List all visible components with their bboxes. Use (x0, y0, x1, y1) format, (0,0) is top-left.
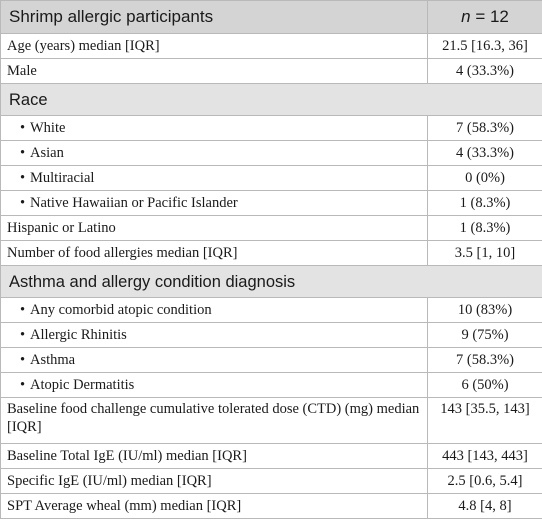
row-value: 2.5 [0.6, 5.4] (428, 469, 542, 494)
row-value: 1 (8.3%) (428, 216, 542, 241)
bullet-icon: • (20, 377, 26, 393)
table-row (1, 59, 542, 84)
table-row (1, 241, 542, 266)
table-row (1, 216, 542, 241)
row-label (1, 348, 428, 373)
row-label (1, 116, 428, 141)
row-value: 4 (33.3%) (428, 59, 542, 84)
table-row (1, 373, 542, 398)
row-value: 4 (33.3%) (428, 141, 542, 166)
row-label-text: Any comorbid atopic condition (30, 302, 212, 318)
row-label-text: Allergic Rhinitis (30, 327, 127, 343)
row-label (1, 166, 428, 191)
row-label: Number of food allergies median [IQR] (1, 241, 428, 266)
row-label-text: Asthma (30, 352, 76, 368)
row-value: 143 [35.5, 143] (428, 398, 542, 444)
row-value: 0 (0%) (428, 166, 542, 191)
row-label: Baseline food challenge cumulative tolerated dose (CTD) (mg) median [IQR] (1, 398, 428, 444)
header-n-value: = 12 (475, 7, 509, 26)
row-label (1, 191, 428, 216)
row-label-text: Asian (30, 145, 64, 161)
header-n (428, 1, 542, 34)
row-label-text: Atopic Dermatitis (30, 377, 135, 393)
row-value: 10 (83%) (428, 298, 542, 323)
bullet-icon: • (20, 145, 26, 161)
row-label: Specific IgE (IU/ml) median [IQR] (1, 469, 428, 494)
row-value: 1 (8.3%) (428, 191, 542, 216)
bullet-icon: • (20, 195, 26, 211)
header-n-symbol: n (461, 7, 471, 26)
row-label (1, 373, 428, 398)
bullet-icon: • (20, 302, 26, 318)
table-row (1, 116, 542, 141)
header-title: Shrimp allergic participants (1, 1, 428, 34)
bullet-icon: • (20, 170, 26, 186)
row-label (1, 298, 428, 323)
row-value: 4.8 [4, 8] (428, 494, 542, 519)
row-value: 21.5 [16.3, 36] (428, 34, 542, 59)
table-row (1, 469, 542, 494)
row-label-text: White (30, 120, 66, 136)
row-label: Baseline Total IgE (IU/ml) median [IQR] (1, 444, 428, 469)
table-row (1, 166, 542, 191)
section-title: Race (1, 84, 542, 116)
table-row (1, 398, 542, 444)
row-value: 443 [143, 443] (428, 444, 542, 469)
row-value: 6 (50%) (428, 373, 542, 398)
row-label (1, 141, 428, 166)
header-row (1, 1, 542, 34)
table-row (1, 323, 542, 348)
row-value: 7 (58.3%) (428, 348, 542, 373)
section-row-race (1, 84, 542, 116)
section-row-asthma-allergy (1, 266, 542, 298)
table-row (1, 191, 542, 216)
table-row (1, 494, 542, 519)
table-row (1, 348, 542, 373)
row-label: Age (years) median [IQR] (1, 34, 428, 59)
row-label: SPT Average wheal (mm) median [IQR] (1, 494, 428, 519)
row-value: 3.5 [1, 10] (428, 241, 542, 266)
row-value: 7 (58.3%) (428, 116, 542, 141)
row-label-text: Multiracial (30, 170, 95, 186)
row-label: Hispanic or Latino (1, 216, 428, 241)
table-row (1, 141, 542, 166)
table-row (1, 444, 542, 469)
row-value: 9 (75%) (428, 323, 542, 348)
bullet-icon: • (20, 120, 26, 136)
table-row (1, 298, 542, 323)
bullet-icon: • (20, 352, 26, 368)
row-label: Male (1, 59, 428, 84)
table-row (1, 34, 542, 59)
section-title: Asthma and allergy condition diagnosis (1, 266, 542, 298)
bullet-icon: • (20, 327, 26, 343)
row-label-text: Native Hawaiian or Pacific Islander (30, 195, 238, 211)
row-label (1, 323, 428, 348)
